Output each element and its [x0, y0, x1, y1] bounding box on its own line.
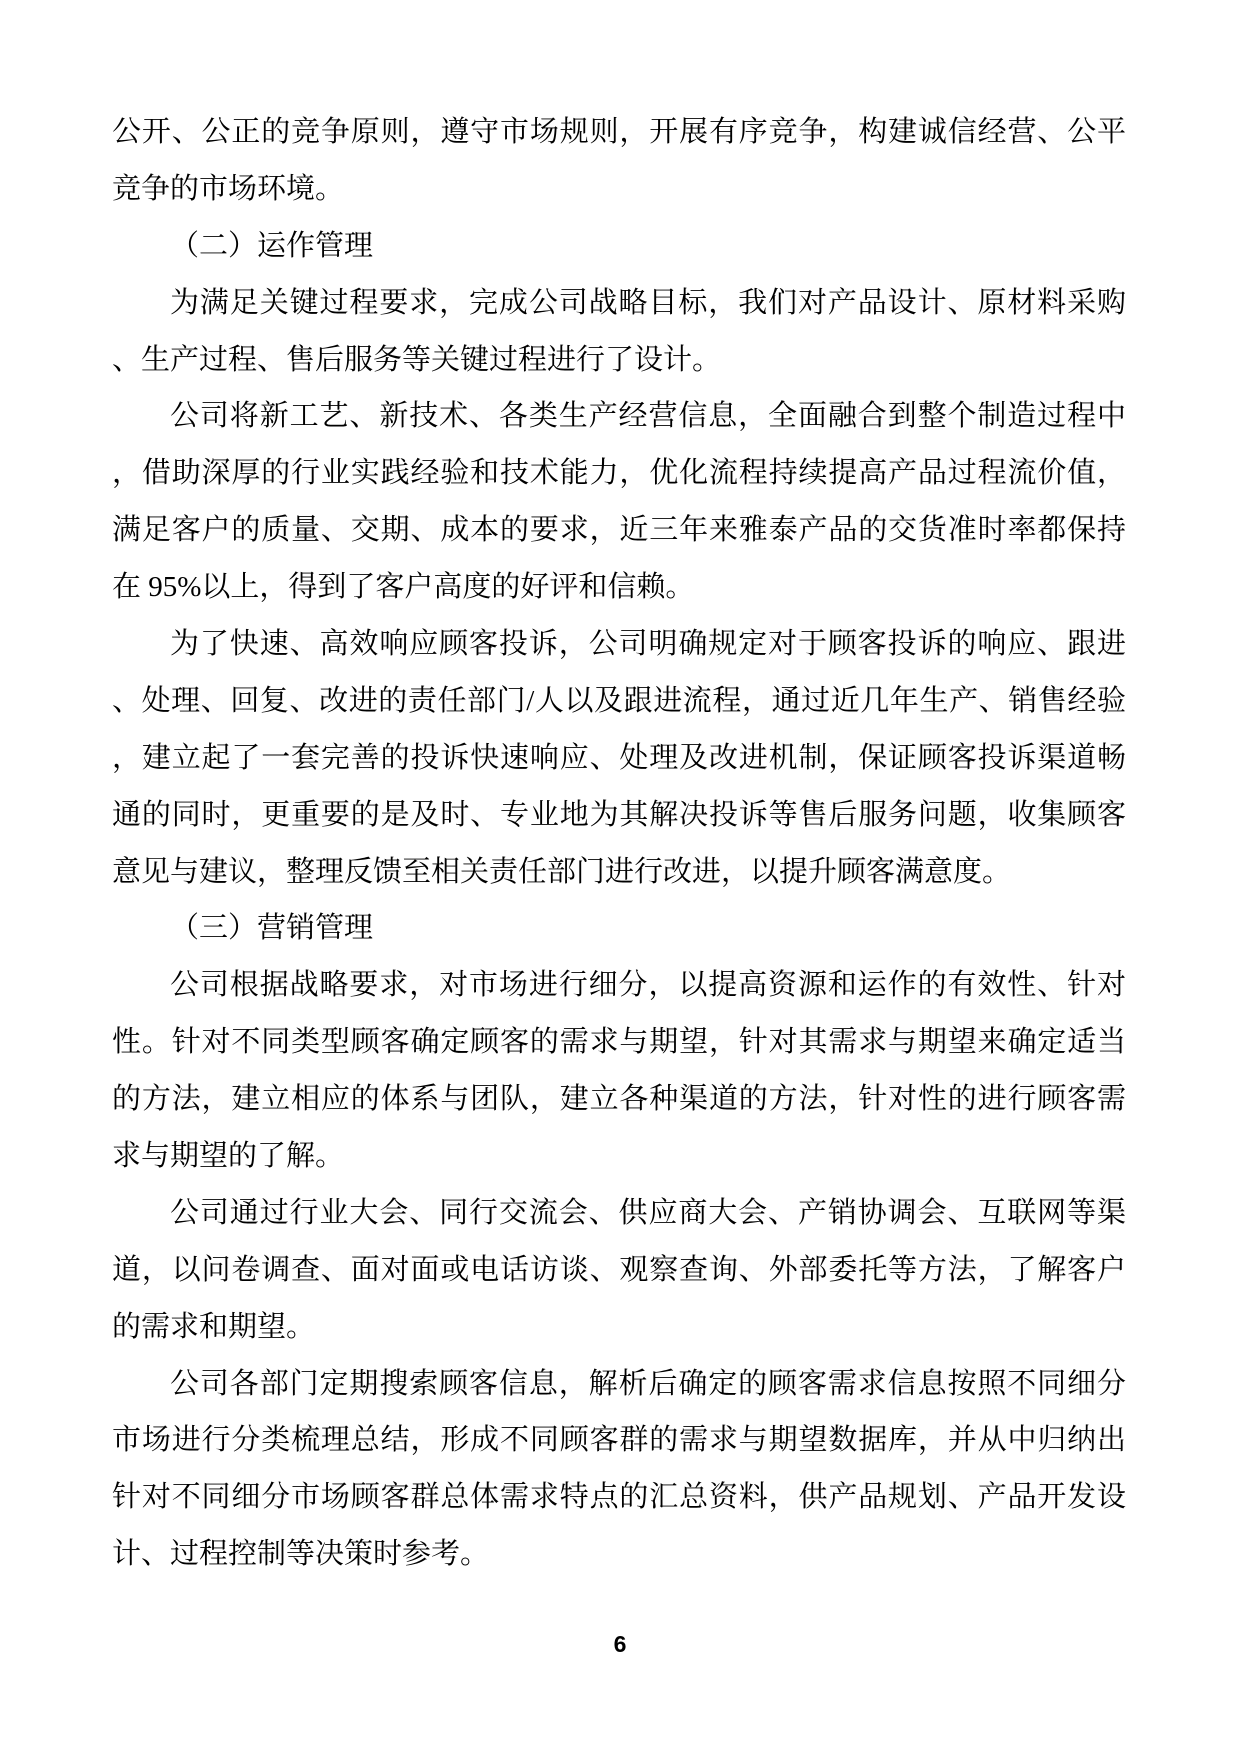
text-line: 、生产过程、售后服务等关键过程进行了设计。: [112, 343, 722, 376]
text-line: 公司根据战略要求，对市场进行细分，以提高资源和运作的有效性、针对: [170, 969, 1126, 1002]
text-line: 、处理、回复、改进的责任部门/人以及跟进流程，通过近几年生产、销售经验: [112, 684, 1126, 717]
text-line: 在 95%以上，得到了客户高度的好评和信赖。: [112, 571, 695, 604]
text-line: 为满足关键过程要求，完成公司战略目标，我们对产品设计、原材料采购: [170, 286, 1126, 319]
text-line: 道，以问卷调查、面对面或电话访谈、观察查询、外部委托等方法，了解客户: [112, 1253, 1126, 1286]
document-body: [112, 104, 1126, 1583]
text-line: （二）运作管理: [170, 229, 374, 262]
text-line: 针对不同细分市场顾客群总体需求特点的汇总资料，供产品规划、产品开发设: [112, 1481, 1126, 1514]
text-line: 市场进行分类梳理总结，形成不同顾客群的需求与期望数据库，并从中归纳出: [112, 1424, 1126, 1457]
text-line: 为了快速、高效响应顾客投诉，公司明确规定对于顾客投诉的响应、跟进: [170, 628, 1126, 661]
text-line: 公司各部门定期搜索顾客信息，解析后确定的顾客需求信息按照不同细分: [170, 1367, 1126, 1400]
text-line: 公司将新工艺、新技术、各类生产经营信息，全面融合到整个制造过程中: [170, 400, 1126, 433]
text-line: 求与期望的了解。: [112, 1140, 345, 1173]
text-line: 意见与建议，整理反馈至相关责任部门进行改进，以提升顾客满意度。: [112, 855, 1012, 888]
text-line: 的需求和期望。: [112, 1310, 316, 1343]
text-line: 计、过程控制等决策时参考。: [112, 1538, 490, 1571]
text-line: 公司通过行业大会、同行交流会、供应商大会、产销协调会、互联网等渠: [170, 1196, 1126, 1229]
text-line: 通的同时，更重要的是及时、专业地为其解决投诉等售后服务问题，收集顾客: [112, 798, 1126, 831]
text-line: ，建立起了一套完善的投诉快速响应、处理及改进机制，保证顾客投诉渠道畅: [112, 741, 1126, 774]
text-line: ，借助深厚的行业实践经验和技术能力，优化流程持续提高产品过程流价值，: [112, 457, 1126, 490]
text-line: 满足客户的质量、交期、成本的要求，近三年来雅泰产品的交货准时率都保持: [112, 514, 1126, 547]
text-line: 的方法，建立相应的体系与团队，建立各种渠道的方法，针对性的进行顾客需: [112, 1083, 1126, 1116]
text-line: 竞争的市场环境。: [112, 172, 345, 205]
text-line: 性。针对不同类型顾客确定顾客的需求与期望，针对其需求与期望来确定适当: [112, 1026, 1126, 1059]
text-line: 公开、公正的竞争原则，遵守市场规则，开展有序竞争，构建诚信经营、公平: [112, 116, 1126, 148]
text-line: （三）营销管理: [170, 912, 374, 945]
page-number: 6: [613, 1631, 627, 1657]
